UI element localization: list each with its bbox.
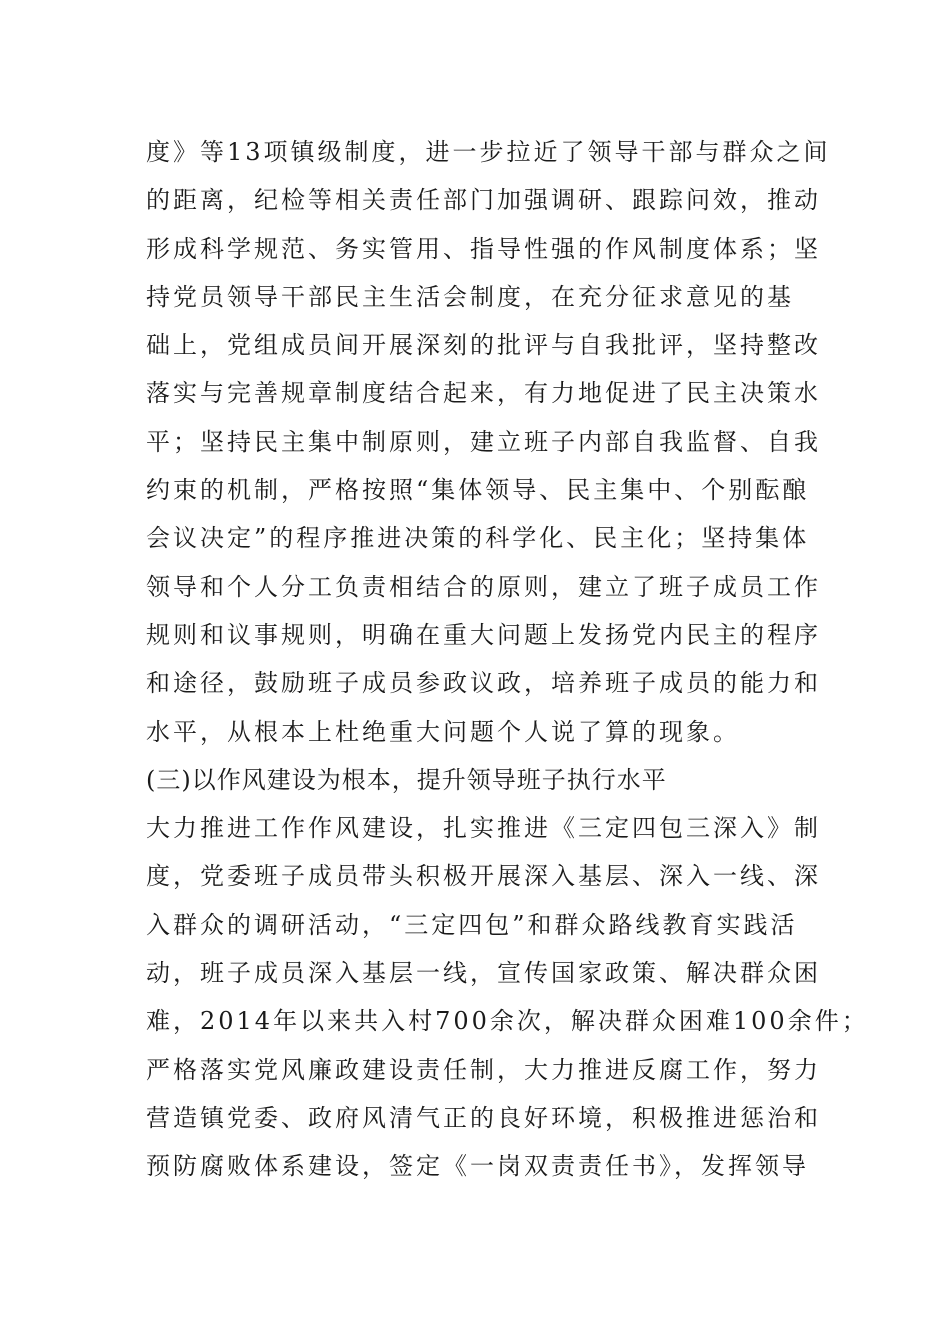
text-line: 水平，从根本上杜绝重大问题个人说了算的现象。 <box>146 717 740 746</box>
text-line: 营造镇党委、政府风清气正的良好环境，积极推进惩治和 <box>146 1103 821 1132</box>
text-line: 的距离，纪检等相关责任部门加强调研、跟踪问效，推动 <box>146 186 821 215</box>
text-line: 会议决定”的程序推进决策的科学化、民主化；坚持集体 <box>146 524 810 553</box>
section-heading: (三)以作风建设为根本，提升领导班子执行水平 <box>146 765 667 794</box>
text-line: 入群众的调研活动，“三定四包”和群众路线教育实践活 <box>146 910 798 939</box>
text-line: 础上，党组成员间开展深刻的批评与自我批评，坚持整改 <box>146 331 821 360</box>
text-line: 持党员领导干部民主生活会制度，在充分征求意见的基 <box>146 282 794 311</box>
text-line: 约束的机制，严格按照“集体领导、民主集中、个别酝酿 <box>146 476 810 505</box>
text-line: 领导和个人分工负责相结合的原则，建立了班子成员工作 <box>146 572 821 601</box>
text-line: 大力推进工作作风建设，扎实推进《三定四包三深入》制 <box>146 814 821 843</box>
text-line: 平；坚持民主集中制原则，建立班子内部自我监督、自我 <box>146 427 821 456</box>
text-line: 难，2014年以来共入村700余次，解决群众困难100余件； <box>146 1007 869 1036</box>
text-line: 落实与完善规章制度结合起来，有力地促进了民主决策水 <box>146 379 821 408</box>
text-line: 度，党委班子成员带头积极开展深入基层、深入一线、深 <box>146 862 821 891</box>
text-line: 形成科学规范、务实管用、指导性强的作风制度体系；坚 <box>146 234 821 263</box>
text-line: 度》等13项镇级制度，进一步拉近了领导干部与群众之间 <box>146 138 831 166</box>
document-body <box>146 128 869 1191</box>
text-line: 预防腐败体系建设，签定《一岗双责责任书》，发挥领导 <box>146 1152 809 1181</box>
text-line: 严格落实党风廉政建设责任制，大力推进反腐工作，努力 <box>146 1055 821 1084</box>
text-line: 动，班子成员深入基层一线，宣传国家政策、解决群众困 <box>146 959 821 988</box>
text-line: 规则和议事规则，明确在重大问题上发扬党内民主的程序 <box>146 620 821 649</box>
text-line: 和途径，鼓励班子成员参政议政，培养班子成员的能力和 <box>146 669 821 698</box>
